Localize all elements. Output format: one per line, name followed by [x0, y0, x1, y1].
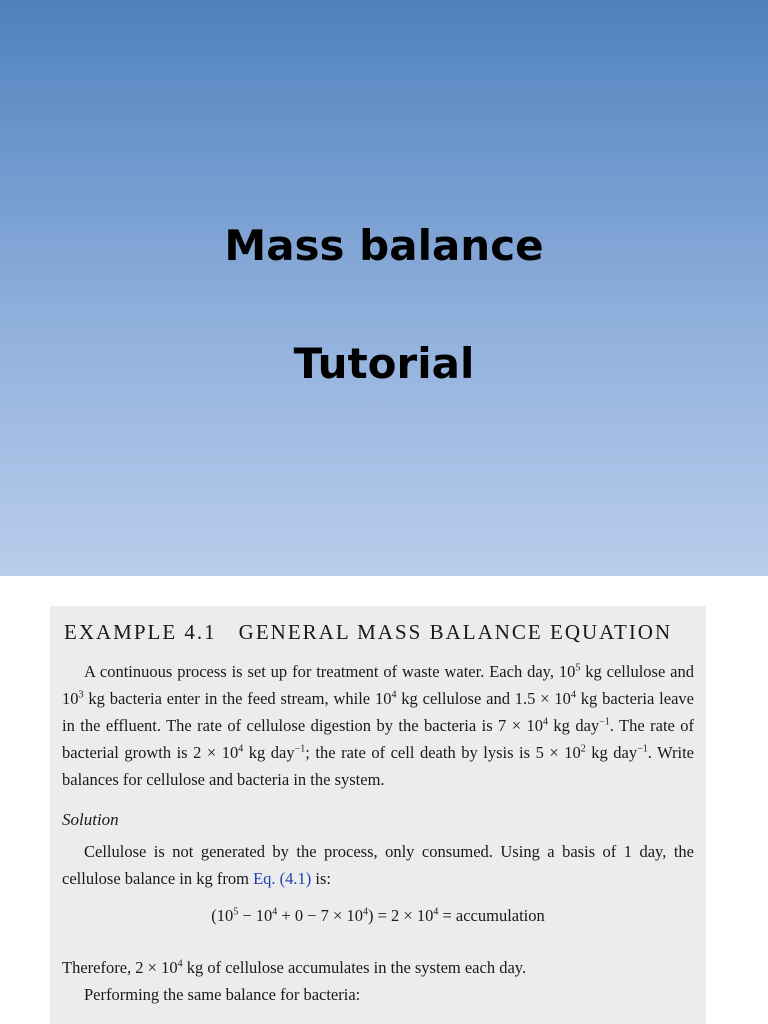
bacteria-balance-intro: Performing the same balance for bacteria: [84, 985, 361, 1004]
example-number: EXAMPLE 4.1 [64, 620, 217, 644]
slide-title: Mass balance [224, 221, 544, 270]
solution-label: Solution [62, 810, 119, 829]
result-paragraph: Therefore, $2 \times 10^4$ kg of cellulose accumulates in the system each day. [62, 958, 527, 977]
example-heading [64, 620, 672, 645]
slide-subtitle: Tutorial [293, 339, 475, 388]
equation-reference-link[interactable]: Eq. (4.1) [253, 869, 312, 888]
example-title: GENERAL MASS BALANCE EQUATION [238, 620, 673, 644]
solution-paragraph: Cellulose is not generated by the process, only consumed. Using a basis of 1 day, the cellulose balance in kg from Eq. (4.1) is: [62, 842, 694, 888]
cellulose-balance-equation: $(10^5 - 10^4 + 0 - 7 \times 10^4) = 2 \times 10^4$ = accumulation [211, 906, 545, 925]
example-textbook-excerpt [50, 606, 706, 1024]
problem-statement: A continuous process is set up for treatment of waste water. Each day, $10^5$ kg cellulose and $10^3$ kg bacteria enter in the feed stream, while $10^4$ kg cellulose and $1.5 \times 10^4$ kg bacteria leave in the effluent. The rate of cellulose digestion by the bacteria is $7 \times 10^4$ kg day$^{-1}$. The rate of bacterial growth is $2 \times 10^4$ kg day$^{-1}$; the rate of cell death by lysis is $5 \times 10^2$ kg day$^{-1}$. Write balances for cellulose and bacteria in the system. [62, 662, 695, 789]
